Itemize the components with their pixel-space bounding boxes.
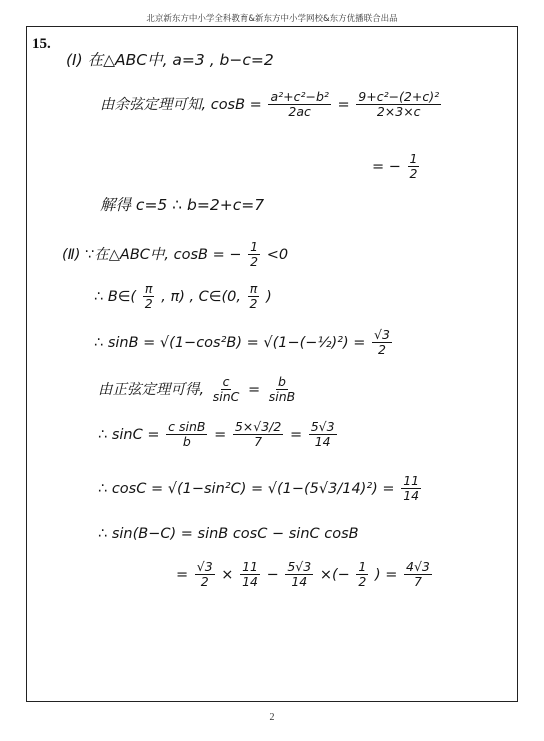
sinC-prefix: ∴ sinC = <box>98 426 160 443</box>
denominator: sinC <box>212 389 240 405</box>
part2-intro: (Ⅱ) ∵在△ABC中, cosB = − <box>62 246 242 263</box>
denominator: 2 <box>250 254 259 270</box>
fraction <box>401 474 421 504</box>
numerator: 9+c²−(2+c)² <box>358 89 440 104</box>
numerator: 1 <box>358 559 367 574</box>
numerator: 11 <box>403 473 420 488</box>
fraction-pi-over-2 <box>248 282 260 312</box>
fraction <box>285 560 313 590</box>
part1-solution: 解得 c=5 ∴ b=2+c=7 <box>100 196 265 214</box>
fraction <box>408 152 420 182</box>
numerator: b <box>278 374 286 389</box>
fraction <box>267 375 297 405</box>
numerator: 4√3 <box>406 559 430 574</box>
numerator: 5×√3/2 <box>234 419 282 434</box>
fraction <box>240 560 260 590</box>
denominator: 2 <box>200 574 209 590</box>
part2-angle-ranges <box>94 282 272 312</box>
denominator: 2 <box>409 166 418 182</box>
part2-sin-difference: ∴ sin(B−C) = sinB cosC − sinC cosB <box>98 526 359 542</box>
result-fraction <box>404 560 432 590</box>
numerator: 1 <box>409 151 418 166</box>
numerator: 11 <box>242 559 258 574</box>
numerator: 5√3 <box>310 419 335 434</box>
equals-sign: = <box>337 96 350 113</box>
part2-sine-law <box>98 375 299 405</box>
fraction <box>268 90 330 120</box>
denominator: sinB <box>268 389 296 405</box>
denominator: 14 <box>242 574 258 590</box>
cosC-derivation: ∴ cosC = √(1−sin²C) = √(1−(5√3/14)²) = <box>98 480 395 497</box>
fraction <box>356 560 368 590</box>
denominator: 14 <box>291 574 308 590</box>
denominator: 14 <box>403 488 420 504</box>
denominator: b <box>182 434 191 450</box>
denominator: 2 <box>249 296 258 312</box>
denominator: 2 <box>358 574 367 590</box>
page-number: 2 <box>269 712 275 723</box>
numerator: 5√3 <box>287 559 312 574</box>
fraction-pi-over-2 <box>143 282 155 312</box>
times-sign: × <box>221 566 234 583</box>
sine-law-prefix: 由正弦定理可得, <box>98 381 205 398</box>
part2-final-result <box>176 560 434 590</box>
times-negative: ×(− <box>319 566 350 583</box>
angle-B-range-start: ∴ B∈( <box>94 288 137 305</box>
numerator: 1 <box>250 239 259 254</box>
fraction <box>248 240 260 270</box>
page-header: 北京新东方中小学全科教育&新东方中小学网校&东方优播联合出品 <box>146 14 398 24</box>
fraction <box>233 420 284 450</box>
question-number: 15. <box>32 36 51 52</box>
part1-cosine-law <box>100 90 443 120</box>
part2-cosC <box>98 474 423 504</box>
numerator: π <box>249 281 258 296</box>
denominator: 7 <box>413 574 422 590</box>
fraction <box>372 328 392 358</box>
denominator: 2 <box>144 296 153 312</box>
less-than-zero: <0 <box>266 246 289 263</box>
answer-frame <box>26 26 518 702</box>
part1-given: (Ⅰ) 在△ABC中, a=3 , b−c=2 <box>66 51 274 69</box>
denominator: 2 <box>378 342 386 358</box>
part2-sinB <box>94 328 394 358</box>
denominator: 2×3×c <box>376 104 421 120</box>
angle-C-range-end: ) <box>266 288 272 305</box>
equals-minus: = − <box>372 158 401 175</box>
part2-cosB <box>62 240 288 270</box>
close-paren-equals: ) = <box>374 566 398 583</box>
numerator: π <box>144 281 153 296</box>
equals-sign: = <box>289 426 303 443</box>
numerator: c sinB <box>168 419 206 434</box>
numerator: √3 <box>196 559 213 574</box>
numerator: √3 <box>374 327 390 342</box>
part1-cosB-value <box>372 152 421 182</box>
fraction <box>356 90 441 120</box>
minus-sign: − <box>266 566 279 583</box>
cosine-law-prefix: 由余弦定理可知, cosB = <box>100 96 262 113</box>
equals-sign: = <box>176 566 189 583</box>
fraction <box>309 420 337 450</box>
denominator: 2ac <box>288 104 311 120</box>
fraction <box>195 560 215 590</box>
denominator: 14 <box>314 434 331 450</box>
equals-sign: = <box>247 381 261 398</box>
angle-C-range-start: , π) , C∈(0, <box>161 288 241 305</box>
fraction <box>166 420 207 450</box>
denominator: 7 <box>254 434 263 450</box>
sinB-derivation: ∴ sinB = √(1−cos²B) = √(1−(−½)²) = <box>94 334 366 351</box>
fraction <box>211 375 242 405</box>
part2-sinC <box>98 420 339 450</box>
numerator: c <box>222 374 230 389</box>
numerator: a²+c²−b² <box>270 89 329 104</box>
equals-sign: = <box>214 426 227 443</box>
